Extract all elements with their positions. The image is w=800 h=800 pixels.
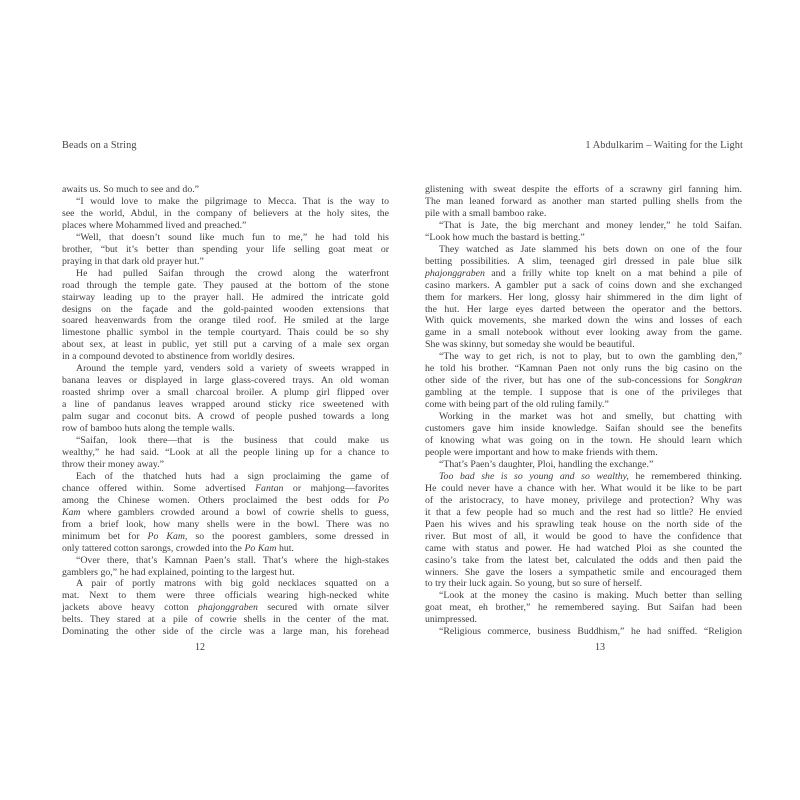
text-line: goat meat, eh brother,” he remembered saying. But Saifan had been	[425, 602, 742, 614]
text-line: casino’s take from the latest bet, calculated the odds and then paid the	[425, 554, 742, 566]
text-line: Kam where gamblers crowded around a bowl of cowrie shells to guess,	[62, 506, 389, 518]
text-line: Dominating the other side of the circle was a large man, his forehead	[62, 626, 389, 638]
page-body-right	[425, 184, 742, 638]
text-line: among the Chinese women. Others proclaimed the best odds for Po	[62, 494, 389, 506]
text-line: game in a small notebook without ever looking away from the game.	[425, 327, 742, 339]
page-number-left: 12	[195, 642, 205, 653]
text-line: “I would love to make the pilgrimage to Mecca. That is the way to	[76, 195, 389, 207]
text-line: A pair of portly matrons with big gold necklaces squatted on a	[76, 578, 389, 590]
text-line: throw their money away.”	[62, 458, 164, 470]
text-line: from a brief look, how many shells were in the bowl. There was no	[62, 518, 389, 530]
text-line: Each of the thatched huts had a sign proclaiming the game of	[76, 470, 389, 482]
text-line: roasted shrimp over a small charcoal broiler. A plump girl flipped over	[62, 387, 389, 399]
text-line: wealthy,” he had said. “Look at all the people lining up for a chance to	[62, 446, 389, 458]
text-line: “Look at the money the casino is making. Much better than selling	[439, 590, 742, 602]
text-line: road through the temple gate. They paused at the bottom of the stone	[62, 279, 389, 291]
text-line: She was skinny, but someday she would be beautiful.	[425, 339, 635, 351]
text-line: of the aristocracy, to have money, privilege and protection? Why was	[425, 494, 742, 506]
text-line: only tattered cotton sarongs, crowded into the Po Kam hut.	[62, 542, 294, 554]
text-line: in a compound devoted to abstinence from worldly desires.	[62, 351, 295, 363]
text-line: he told his brother. “Kamnan Paen not only runs the big casino on the	[425, 363, 742, 375]
text-line: praying in that dark old prayer hut.”	[62, 255, 204, 267]
text-line: them for markers. Her long, glossy hair shimmered in the dim light of	[425, 291, 742, 303]
text-line: phajonggraben and a frilly white top knelt on a mat behind a pile of	[425, 267, 742, 279]
text-line: gambling at the temple. I suppose that is one of the privileges that	[425, 387, 742, 399]
text-line: jackets above heavy cotton phajonggraben secured with ornate silver	[62, 602, 390, 614]
text-line: to try their luck again. So young, but so sure of herself.	[425, 578, 643, 590]
text-line: chance offered within. Some advertised Fantan or mahjong—favorites	[62, 482, 389, 494]
text-line: awaits us. So much to see and do.”	[62, 184, 200, 195]
text-line: minimum bet for Po Kam, so the poorest gamblers, some dressed in	[62, 530, 389, 542]
text-line: other side of the river, but has one of the sub-concessions for Songkran	[425, 375, 742, 387]
text-line: row of bamboo huts along the temple walls.	[62, 423, 235, 435]
text-line: stairway leading up to the prayer hall. He admired the intricate gold	[62, 291, 389, 303]
text-line: “That’s Paen’s daughter, Ploi, handling the exchange.”	[439, 458, 654, 470]
text-line: belts. They stared at a pile of cowrie shells in the center of the mat.	[62, 614, 389, 626]
text-line: customers gave him inside knowledge. Saifan should see the benefits	[425, 423, 742, 435]
text-line: casino markers. A gambler put a sack of coins down and she exchanged	[425, 279, 742, 291]
text-line: They watched as Jate slammed his bets down on one of the four	[439, 243, 742, 255]
page-number-right: 13	[595, 642, 605, 653]
text-line: “Over there, that’s Kamnan Paen’s stall. That’s where the high-stakes	[76, 554, 389, 566]
text-line: winners. She gave the losers a sympathetic smile and encouraged them	[425, 566, 742, 578]
text-line: soared heavenwards from the orange tiled roof. He smiled at the large	[62, 315, 389, 327]
text-line: “That is Jate, the big merchant and money lender,” he told Saifan.	[439, 219, 742, 231]
text-line: glistening with sweat despite the efforts of a scrawny girl fanning him.	[425, 184, 742, 195]
page-body-left	[62, 184, 389, 638]
text-line: brother, “but it’s better than spending your life selling goat meat or	[62, 243, 389, 255]
text-line: “Look how much the bastard is betting.”	[425, 231, 585, 243]
text-line: unimpressed.	[425, 614, 477, 626]
text-line: He could never have a chance with her. What would it be like to be part	[425, 482, 742, 494]
text-line: a line of pandanus leaves wrapped around sticky rice sweetened with	[62, 399, 389, 411]
text-line: mat. Next to them were three officials wearing high-necked white	[62, 590, 389, 602]
text-line: of knowing what was going on in the town. He should learn which	[425, 435, 742, 447]
text-line: “The way to get rich, is not to play, but to own the gambling den,”	[439, 351, 742, 363]
text-line: came with status and power. He had watched Ploi as she counted the	[425, 542, 742, 554]
text-line: “Religious commerce, business Buddhism,” he had sniffed. “Religion	[439, 626, 742, 638]
text-line: pile with a small bamboo rake.	[425, 207, 547, 219]
text-line: “Well, that doesn’t sound like much fun to me,” he had told his	[76, 231, 389, 243]
text-line: river. But most of all, it would be good to have the confidence that	[425, 530, 742, 542]
text-line: Around the temple yard, venders sold a variety of sweets wrapped in	[76, 363, 389, 375]
text-line: “Saifan, look there—that is the business that could make us	[76, 435, 389, 447]
text-line: people were important and how to make friends with them.	[425, 446, 658, 458]
text-line: see the world, Abdul, in the company of believers at the holy sites, the	[62, 207, 389, 219]
text-line: designs on the façade and the gold-painted wooden extensions that	[62, 303, 389, 315]
text-line: Paen his wives and his sprawling teak house on the north side of the	[425, 518, 742, 530]
text-line: Too bad she is so young and so wealthy, he remembered thinking.	[439, 470, 743, 482]
text-line: places where Mohammed lived and preached.”	[62, 219, 247, 231]
text-line: banana leaves or displayed in large glass-covered trays. An old woman	[62, 375, 389, 387]
text-line: the hut. Her large eyes darted between the operator and the bettors.	[425, 303, 742, 315]
text-line: Working in the market was hot and smelly, but chatting with	[439, 411, 742, 423]
text-line: The man leaned forward as another man started pulling shells from the	[425, 195, 742, 207]
text-line: come with being part of the old ruling family.”	[425, 399, 609, 411]
running-header-chapter-title: 1 Abdulkarim – Waiting for the Light	[585, 140, 743, 151]
text-line: betting possibilities. A slim, teenaged girl dressed in pale blue silk	[425, 255, 742, 267]
text-line: about sex, at least in public, yet still put a carving of a male sex organ	[62, 339, 389, 351]
text-line: With quick movements, she marked down the wins and losses of each	[425, 315, 742, 327]
text-line: limestone phallic symbol in the temple courtyard. Thais could be so shy	[62, 327, 389, 339]
text-line: it that a few people had so much and the rest had so little? He envied	[425, 506, 742, 518]
text-line: He had pulled Saifan through the crowd along the waterfront	[76, 267, 389, 279]
running-header-book-title: Beads on a String	[62, 140, 137, 151]
text-line: gamblers go,” he had explained, pointing to the largest hut.	[62, 566, 295, 578]
text-line: palm sugar and coconut bits. A crowd of people pushed towards a long	[62, 411, 389, 423]
